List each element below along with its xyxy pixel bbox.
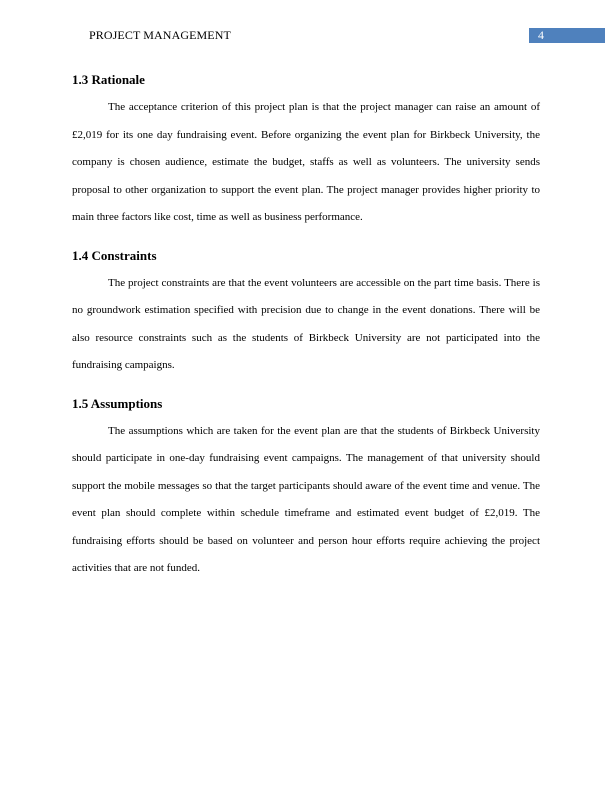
section-heading: 1.4 Constraints xyxy=(72,247,157,263)
page-number-box xyxy=(529,28,605,43)
section-heading: 1.3 Rationale xyxy=(72,72,145,87)
section-heading: 1.5 Assumptions xyxy=(72,395,163,411)
section-paragraph: The acceptance criterion of this project plan is that the project manager can raise an amount of £2,019 for its one day fundraising event. Before organizing the event plan for Birkbeck University, the company is chosen audience, estimate the budget, staffs as well as volunteers. The university sends proposal to other organization to support the event plan. The project manager provides higher priority to main three factors like cost, time as well as business performance. xyxy=(72,101,540,223)
section-rationale xyxy=(72,66,540,232)
page-number: 4 xyxy=(538,28,544,42)
section-assumptions xyxy=(72,390,540,583)
running-header-title: PROJECT MANAGEMENT xyxy=(89,28,231,42)
section-constraints xyxy=(72,242,540,380)
document-body xyxy=(72,66,540,593)
section-paragraph: The project constraints are that the event volunteers are accessible on the part time basis. There is no groundwork estimation specified with precision due to change in the event donations. There will be also resource constraints such as the students of Birkbeck University are not participated into the fundraising campaigns. xyxy=(72,276,540,371)
section-paragraph: The assumptions which are taken for the event plan are that the students of Birkbeck University should participate in one-day fundraising event campaigns. The management of that university should support the mobile messages so that the target participants should aware of the event time and venue. The event plan should complete within schedule timeframe and estimated event budget of £2,019. The fundraising efforts should be based on volunteer and person hour efforts require achieving the project activities that are not funded. xyxy=(72,424,540,574)
